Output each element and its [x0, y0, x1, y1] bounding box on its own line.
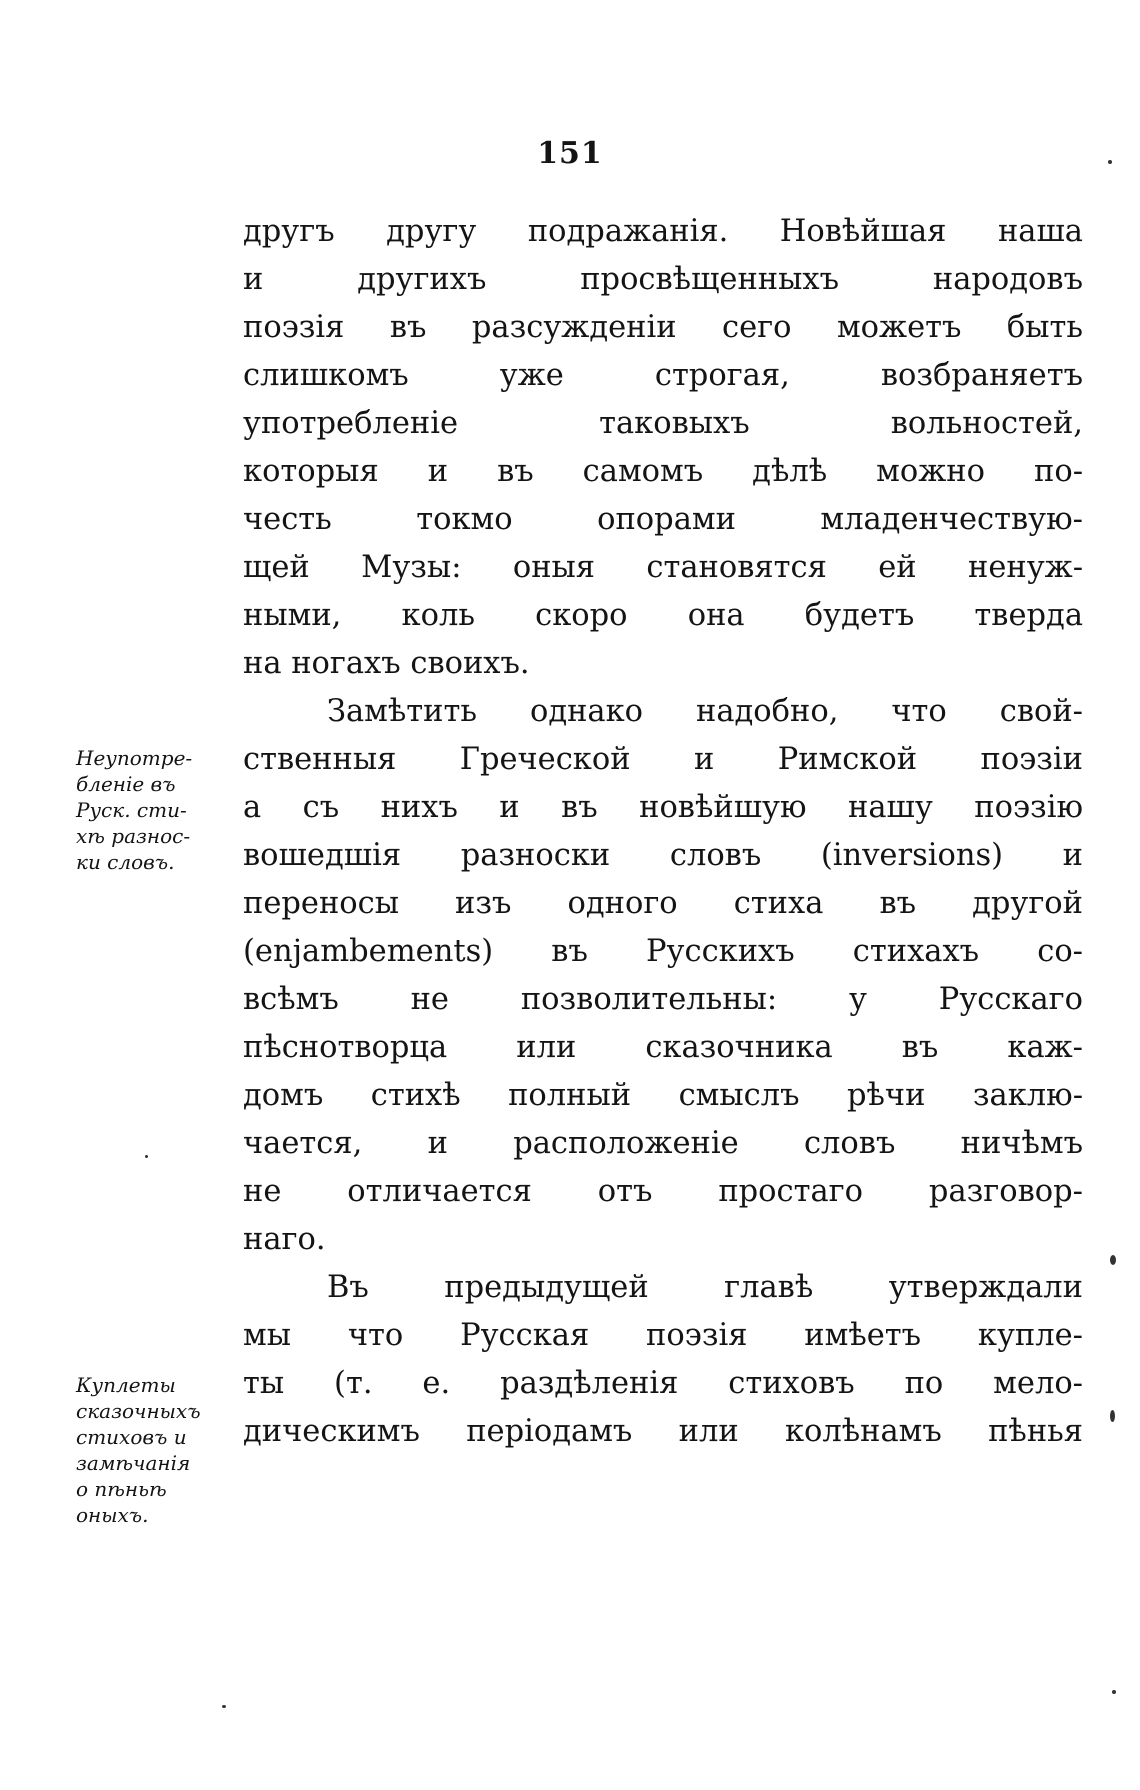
text-line: домъ стихѣ полный смыслъ рѣчи заклю- [243, 1078, 1083, 1113]
text-line: мы что Русская поэзія имѣетъ купле- [243, 1318, 1083, 1353]
margin-note-line: сказочныхъ [76, 1399, 201, 1423]
text-line: пѣснотворца или сказочника въ каж- [243, 1030, 1083, 1065]
text-line: Замѣтить однако надобно, что свой- [327, 694, 1083, 729]
margin-note-line: оныхъ. [76, 1503, 149, 1527]
text-line: а съ нихъ и въ новѣйшую нашу поэзію [243, 790, 1083, 825]
text-line: дическимъ періодамъ или колѣнамъ пѣнья [243, 1414, 1083, 1449]
text-line: ты (т. е. раздѣленія стиховъ по мело- [243, 1366, 1083, 1401]
margin-note [76, 745, 246, 875]
text-line: (enjambements) въ Русскихъ стихахъ со- [243, 934, 1083, 969]
margin-note-line: хѣ разнос- [76, 824, 191, 848]
margin-note-line: бленіе въ [76, 772, 176, 796]
text-line: Въ предыдущей главѣ утверждали [327, 1270, 1083, 1305]
text-line: переносы изъ одного стиха въ другой [243, 886, 1083, 921]
text-line: не отличается отъ простаго разговор- [243, 1174, 1083, 1209]
text-line: вошедшія разноски словъ (inversions) и [243, 838, 1083, 873]
text-line: чается, и расположеніе словъ ничѣмъ [243, 1126, 1083, 1161]
scan-speck [1110, 1255, 1116, 1265]
margin-note-line: Куплеты [76, 1373, 176, 1397]
main-text [243, 208, 1083, 1456]
margin-note [76, 1372, 246, 1528]
text-line: слишкомъ уже строгая, возбраняетъ [243, 358, 1083, 393]
text-line: другъ другу подражанія. Новѣйшая наша [243, 214, 1083, 249]
scan-speck [1108, 160, 1112, 164]
margin-note-line: замѣчанія [76, 1451, 191, 1475]
text-line: щей Музы: оныя становятся ей ненуж- [243, 550, 1083, 585]
text-line: поэзія въ разсужденіи сего можетъ быть [243, 310, 1083, 345]
margin-note-line: о пѣньѣ [76, 1477, 167, 1501]
text-line: которыя и въ самомъ дѣлѣ можно по- [243, 454, 1083, 489]
text-line: и другихъ просвѣщенныхъ народовъ [243, 262, 1083, 297]
margin-note-line: ки словъ. [76, 850, 175, 874]
text-line: употребленіе таковыхъ вольностей, [243, 406, 1083, 441]
scan-speck [222, 1705, 226, 1708]
text-line: честь токмо опорами младенчествую- [243, 502, 1083, 537]
scan-speck [145, 1155, 148, 1158]
text-line: всѣмъ не позволительны: у Русскаго [243, 982, 1083, 1017]
text-line: наго. [243, 1222, 326, 1257]
scan-speck [1112, 1690, 1116, 1694]
scan-speck [1110, 1410, 1115, 1422]
page-number: 151 [537, 136, 603, 171]
margin-note-line: Неупотре- [76, 746, 193, 770]
text-line: ными, коль скоро она будетъ тверда [243, 598, 1083, 633]
margin-note-line: Руск. сти- [76, 798, 187, 822]
text-line: на ногахъ своихъ. [243, 646, 530, 681]
margin-note-line: стиховъ и [76, 1425, 187, 1449]
text-line: ственныя Греческой и Римской поэзіи [243, 742, 1083, 777]
